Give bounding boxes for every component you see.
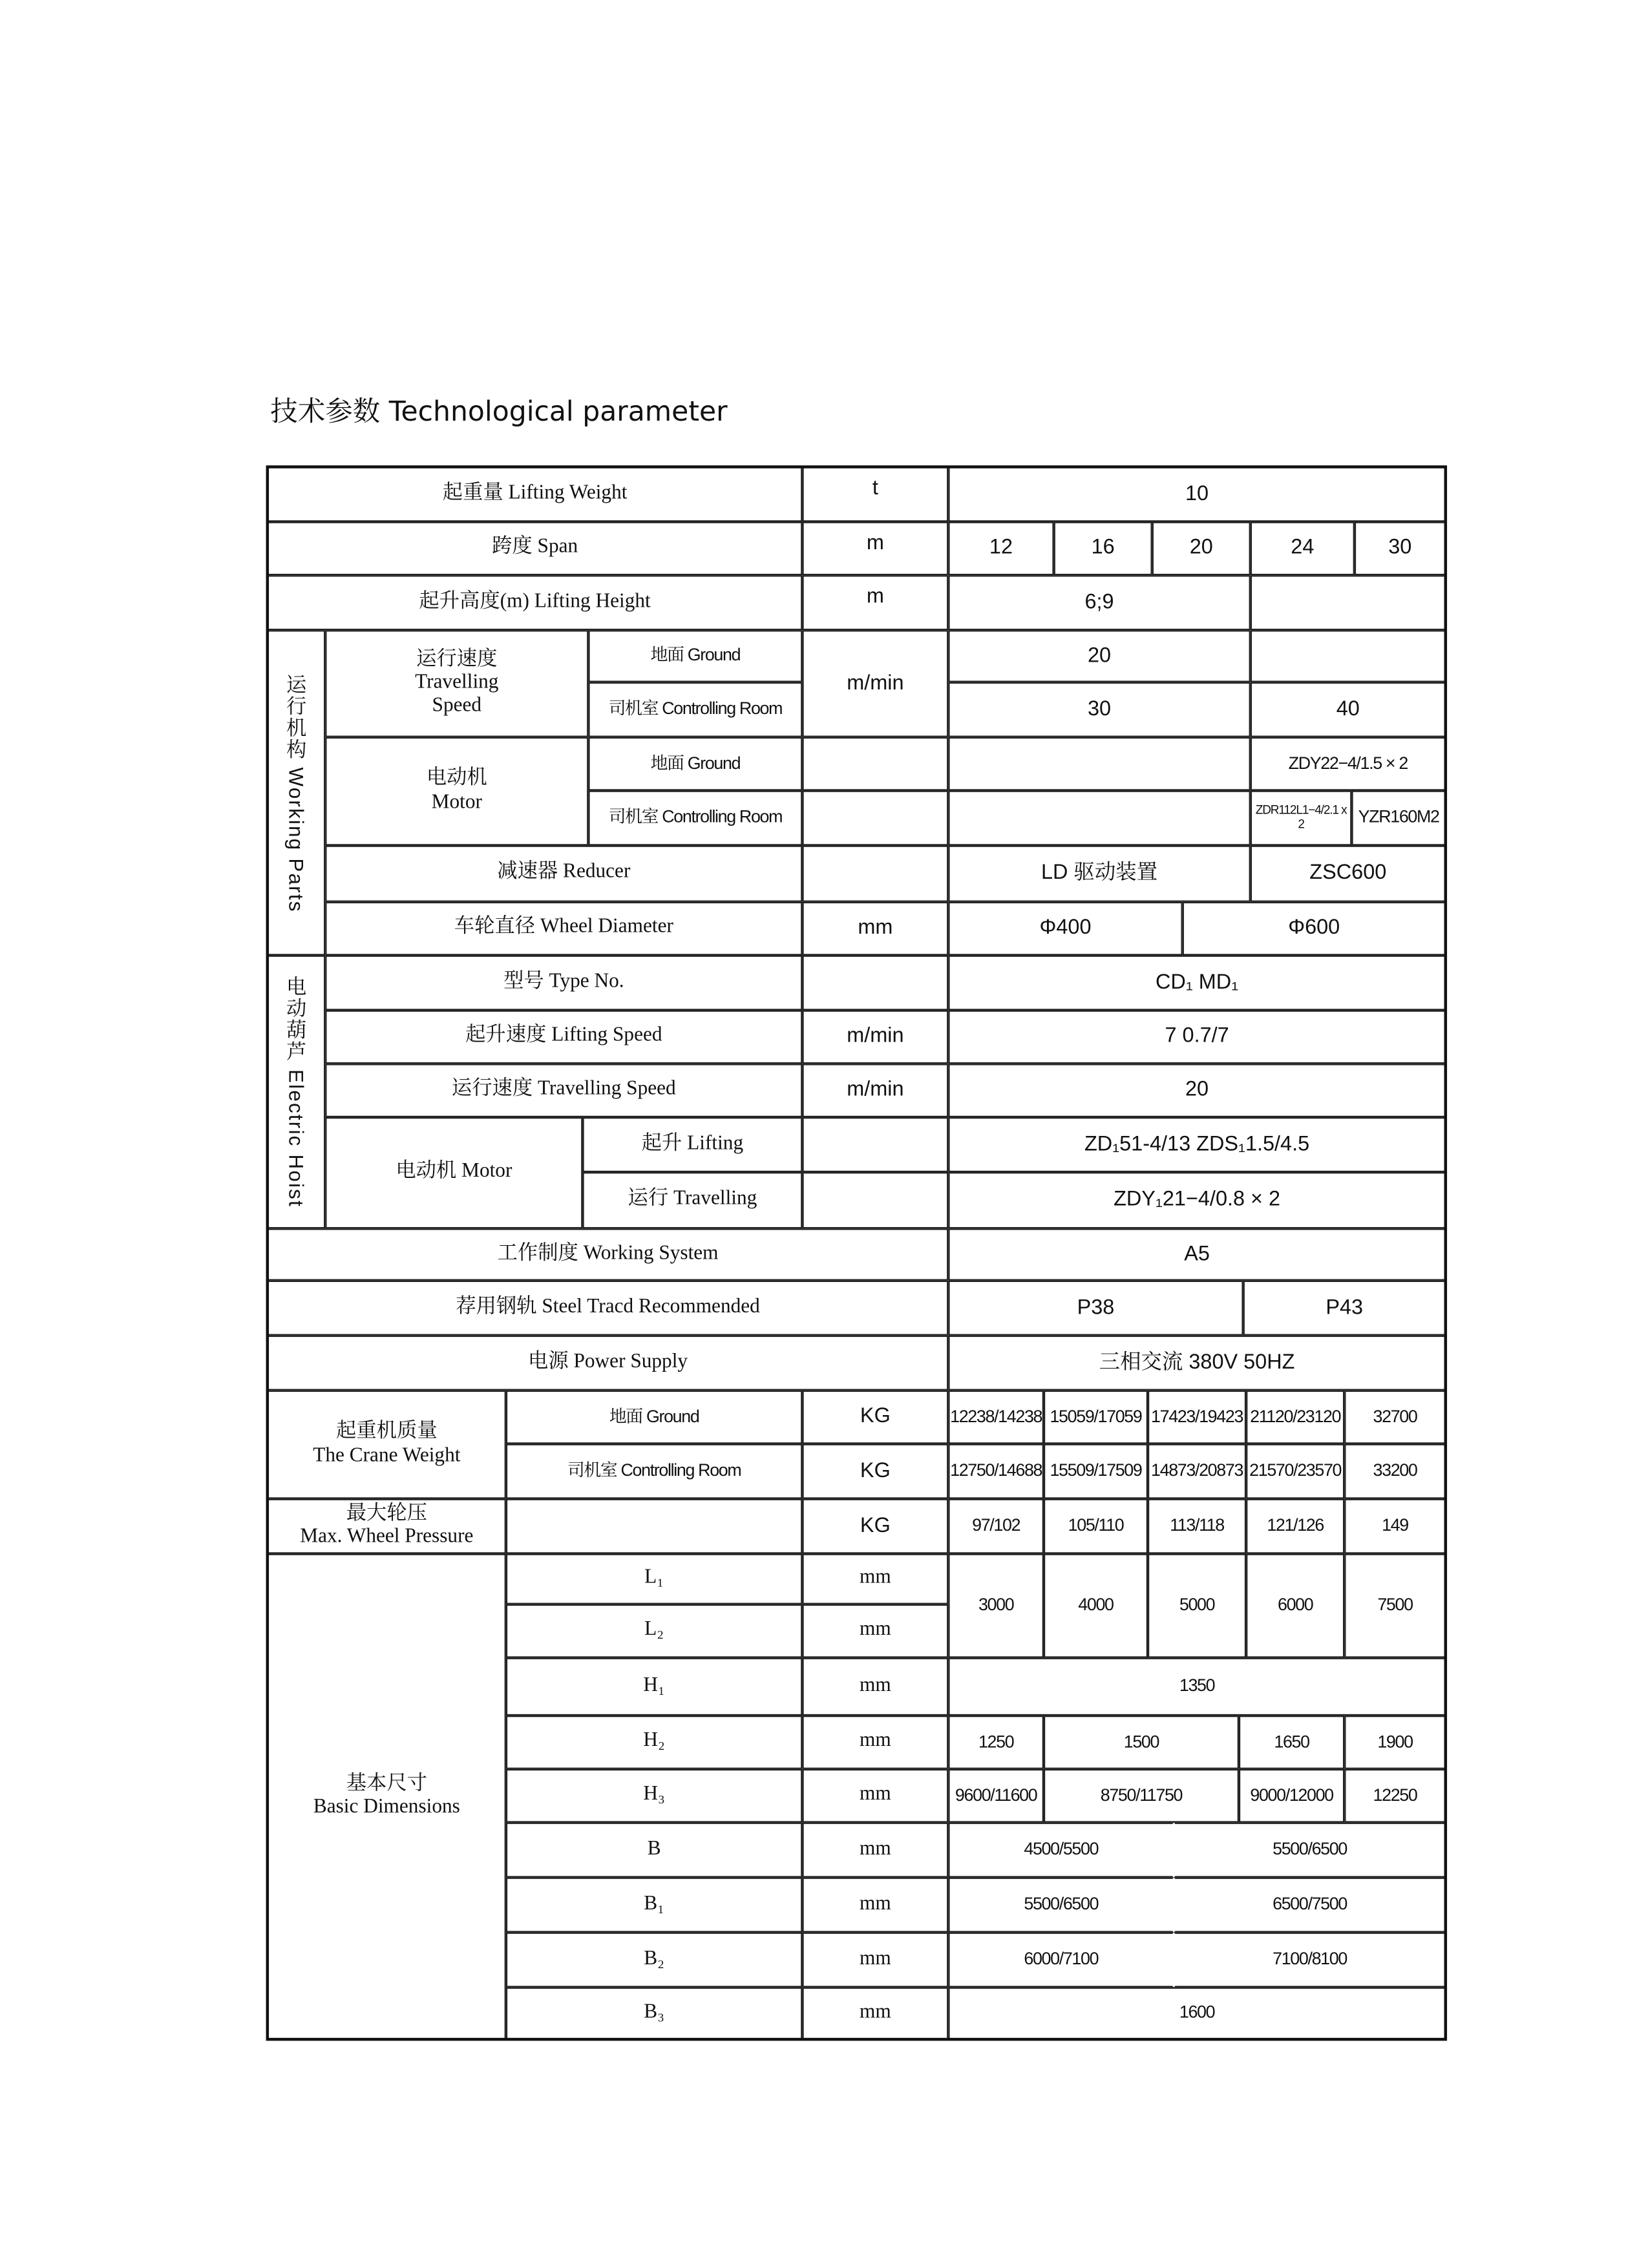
value: ZDY₁21−4/0.8 × 2 [948, 1172, 1445, 1228]
unit: mm [802, 1554, 948, 1604]
unit: mm [802, 1769, 948, 1823]
sub-ground: 地面 Ground [588, 737, 802, 791]
value: 12238/14238 [948, 1391, 1044, 1444]
value: 5500/6500 [948, 1878, 1174, 1933]
label-crane-weight: 起重机质量 The Crane Weight [268, 1391, 506, 1499]
value: ZSC600 [1251, 846, 1446, 902]
dim-label-l2: L₂ [506, 1604, 803, 1658]
sub-travelling: 运行 Travelling [582, 1172, 802, 1228]
sub-lifting: 起升 Lifting [582, 1117, 802, 1172]
unit [802, 791, 948, 846]
unit: mm [802, 1658, 948, 1716]
value: 9600/11600 [948, 1769, 1044, 1823]
value: ZD₁51-4/13 ZDS₁1.5/4.5 [948, 1117, 1445, 1172]
unit: mm [802, 1878, 948, 1933]
value: 1600 [948, 1988, 1445, 2040]
label-power-supply: 电源 Power Supply [268, 1336, 949, 1391]
unit: m/min [802, 630, 948, 737]
unit: m/min [802, 1011, 948, 1064]
value: 3000 [948, 1554, 1044, 1658]
value: 21570/23570 [1246, 1444, 1344, 1499]
unit [802, 846, 948, 902]
sub-ground: 地面 Ground [506, 1391, 803, 1444]
value: 30 [948, 682, 1250, 737]
label-reducer: 减速器 Reducer [325, 846, 802, 902]
value: 16 [1054, 521, 1152, 575]
value: 121/126 [1246, 1499, 1344, 1554]
value: 1350 [948, 1658, 1445, 1716]
label-wheel-diameter: 车轮直径 Wheel Diameter [325, 902, 802, 956]
unit: m [802, 575, 948, 630]
label-working-system: 工作制度 Working System [268, 1228, 949, 1281]
value: 32700 [1344, 1391, 1446, 1444]
sub-controlling-room: 司机室 Controlling Room [506, 1444, 803, 1499]
value: 6500/7500 [1174, 1878, 1446, 1933]
sub-controlling-room: 司机室 Controlling Room [588, 791, 802, 846]
value: 21120/23120 [1246, 1391, 1344, 1444]
value: 97/102 [948, 1499, 1044, 1554]
dim-label-h1: H₁ [506, 1658, 803, 1716]
value: LD 驱动装置 [948, 846, 1250, 902]
value: P43 [1243, 1281, 1446, 1336]
sub-ground: 地面 Ground [588, 630, 802, 682]
label-wheel-pressure: 最大轮压 Max. Wheel Pressure [268, 1499, 506, 1554]
unit [802, 1172, 948, 1228]
dim-label-h2: H₂ [506, 1716, 803, 1769]
page-title: 技术参数 Technological parameter [270, 395, 728, 428]
unit: m/min [802, 1064, 948, 1117]
value: 7100/8100 [1174, 1933, 1446, 1988]
group-electric-hoist: 电动葫芦 Electric Hoist [268, 956, 325, 1229]
unit: mm [802, 1604, 948, 1658]
dim-label-h3: H₃ [506, 1769, 803, 1823]
value [1251, 630, 1446, 682]
value: 7 0.7/7 [948, 1011, 1445, 1064]
unit: KG [802, 1499, 948, 1554]
value: 17423/19423 [1148, 1391, 1246, 1444]
value: 6000/7100 [948, 1933, 1174, 1988]
sub-empty [506, 1499, 803, 1554]
unit: m [802, 521, 948, 575]
label-lifting-speed: 起升速度 Lifting Speed [325, 1011, 802, 1064]
label-basic-dimensions: 基本尺寸 Basic Dimensions [268, 1554, 506, 2040]
unit: KG [802, 1391, 948, 1444]
unit: t [802, 467, 948, 521]
value: 20 [948, 630, 1250, 682]
dim-label-b2: B₂ [506, 1933, 803, 1988]
value: 113/118 [1148, 1499, 1246, 1554]
value: 4500/5500 [948, 1823, 1174, 1878]
value: 12 [948, 521, 1053, 575]
value: 33200 [1344, 1444, 1446, 1499]
unit: mm [802, 1716, 948, 1769]
value: 20 [948, 1064, 1445, 1117]
dim-label-l1: L₁ [506, 1554, 803, 1604]
dim-label-b1: B₁ [506, 1878, 803, 1933]
value: 14873/20873 [1148, 1444, 1246, 1499]
value: Φ600 [1183, 902, 1446, 956]
value: 5500/6500 [1174, 1823, 1446, 1878]
value: 8750/11750 [1044, 1769, 1239, 1823]
unit [802, 956, 948, 1011]
value: 9000/12000 [1239, 1769, 1344, 1823]
value: CD₁ MD₁ [948, 956, 1445, 1011]
value: 7500 [1344, 1554, 1446, 1658]
label-motor: 电动机 Motor [325, 737, 588, 846]
value: 1500 [1044, 1716, 1239, 1769]
value: 1650 [1239, 1716, 1344, 1769]
value: 40 [1251, 682, 1446, 737]
value: 20 [1152, 521, 1251, 575]
value [1251, 575, 1446, 630]
value: 10 [948, 467, 1445, 521]
value [948, 737, 1250, 791]
value [948, 791, 1250, 846]
value: 6;9 [948, 575, 1250, 630]
label-span: 跨度 Span [268, 521, 803, 575]
value: 12750/14688 [948, 1444, 1044, 1499]
dim-label-b3: B₃ [506, 1988, 803, 2040]
value: P38 [948, 1281, 1243, 1336]
unit: mm [802, 1933, 948, 1988]
label-steel-track: 荐用钢轨 Steel Tracd Recommended [268, 1281, 949, 1336]
value: 5000 [1148, 1554, 1246, 1658]
unit [802, 737, 948, 791]
value: 30 [1355, 521, 1446, 575]
label-lifting-weight: 起重量 Lifting Weight [268, 467, 803, 521]
label-travel-speed: 运行速度 Travelling Speed [325, 630, 588, 737]
unit: mm [802, 1823, 948, 1878]
value: YZR160M2 [1351, 791, 1445, 846]
value: 1900 [1344, 1716, 1446, 1769]
value: 1250 [948, 1716, 1044, 1769]
sub-controlling-room: 司机室 Controlling Room [588, 682, 802, 737]
label-motor: 电动机 Motor [325, 1117, 582, 1228]
value: 24 [1251, 521, 1355, 575]
label-type-no: 型号 Type No. [325, 956, 802, 1011]
value: ZDR112L1−4/2.1 x 2 [1251, 791, 1352, 846]
value: 149 [1344, 1499, 1446, 1554]
unit: mm [802, 902, 948, 956]
value: 4000 [1044, 1554, 1148, 1658]
value: A5 [948, 1228, 1445, 1281]
value: 105/110 [1044, 1499, 1148, 1554]
dim-label-b: B [506, 1823, 803, 1878]
group-working-parts: 运行机构 Working Parts [268, 630, 325, 955]
value: 15059/17059 [1044, 1391, 1148, 1444]
unit: mm [802, 1988, 948, 2040]
value: Φ400 [948, 902, 1182, 956]
value: ZDY22−4/1.5 × 2 [1251, 737, 1446, 791]
label-travel-speed: 运行速度 Travelling Speed [325, 1064, 802, 1117]
unit [802, 1117, 948, 1172]
value: 三相交流 380V 50HZ [948, 1336, 1445, 1391]
value: 6000 [1246, 1554, 1344, 1658]
unit: KG [802, 1444, 948, 1499]
value: 15509/17509 [1044, 1444, 1148, 1499]
value: 12250 [1344, 1769, 1446, 1823]
label-lifting-height: 起升高度(m) Lifting Height [268, 575, 803, 630]
